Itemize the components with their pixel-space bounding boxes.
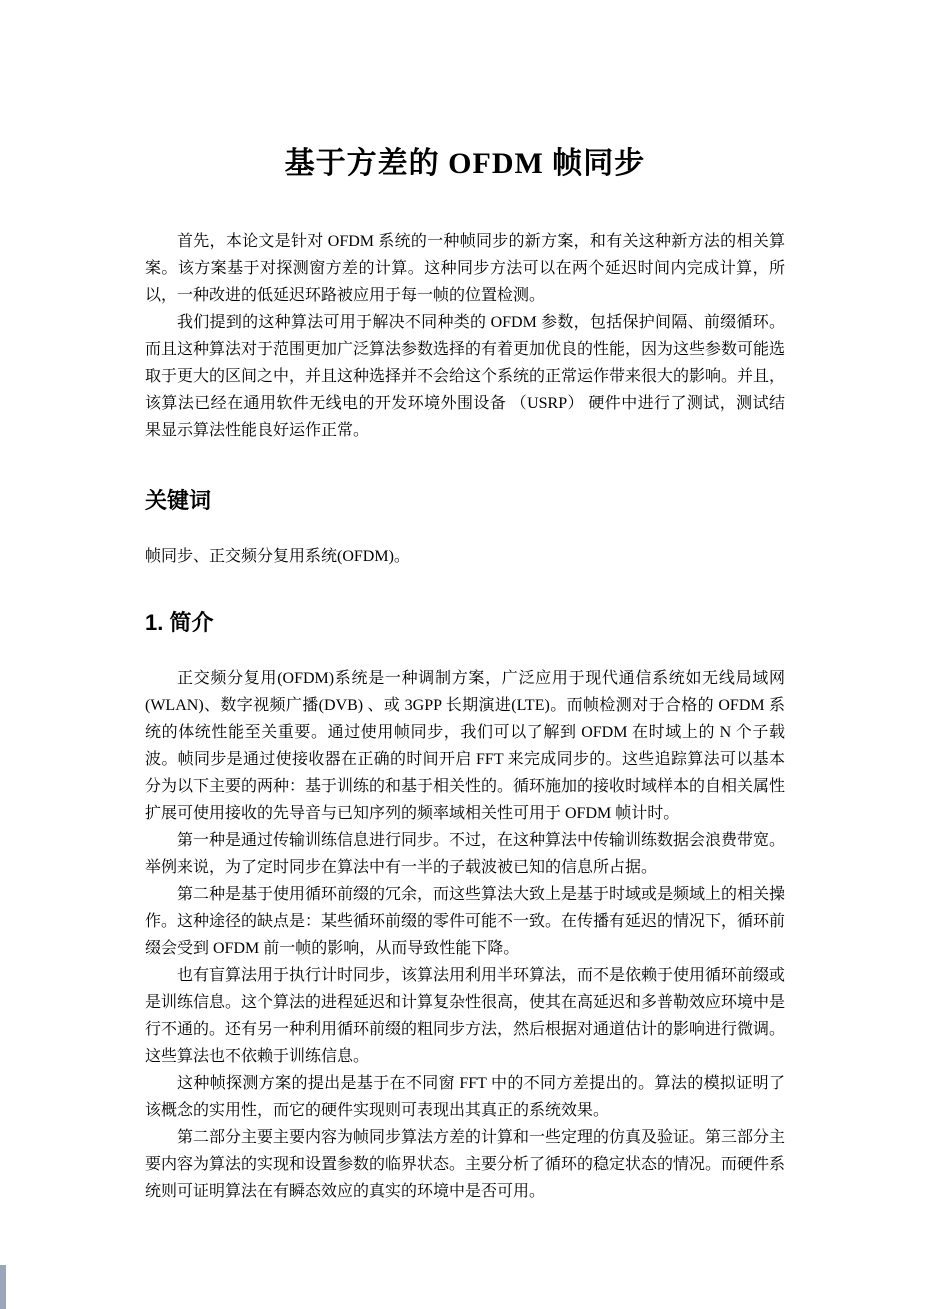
abstract-paragraph: 我们提到的这种算法可用于解决不同种类的 OFDM 参数，包括保护间隔、前缀循环。而且这种算法对于范围更加广泛算法参数选择的有着更加优良的性能，因为这些参数可能选取于更大的区间之中，并且这种选择并不会给这个系统的正常运作带来很大的影响。并且，该算法已经在通用软件无线电的开发环境外围设备 （USRP） 硬件中进行了测试，测试结果显示算法性能良好运作正常。 xyxy=(145,314,786,439)
intro-paragraph: 正交频分复用(OFDM)系统是一种调制方案，广泛应用于现代通信系统如无线局域网(WLAN)、数字视频广播(DVB) 、或 3GPP 长期演进(LTE)。而帧检测对于合格的 OFDM 系统的体统性能至关重要。通过使用帧同步，我们可以了解到 OFDM 在时域上的 N 个子载波。帧同步是通过使接收器在正确的时间开启 FFT 来完成同步的。这些追踪算法可以基本分为以下主要的两种：基于训练的和基于相关性的。循环施加的接收时域样本的自相关属性扩展可使用接收的先导音与已知序列的频率域相关性可用于 OFDM 帧计时。 xyxy=(145,670,786,822)
intro-paragraph: 第二种是基于使用循环前缀的冗余，而这些算法大致上是基于时域或是频域上的相关操作。这种途径的缺点是：某些循环前缀的零件可能不一致。在传播有延迟的情况下，循环前缀会受到 OFDM 前一帧的影响，从而导致性能下降。 xyxy=(145,886,786,957)
window-edge-artifact xyxy=(0,1265,6,1309)
intro-paragraph: 也有盲算法用于执行计时同步，该算法用利用半环算法，而不是依赖于使用循环前缀或是训练信息。这个算法的进程延迟和计算复杂性很高，使其在高延迟和多普勒效应环境中是行不通的。还有另一种利用循环前缀的粗同步方法，然后根据对通道估计的影响进行微调。这些算法也不依赖于训练信息。 xyxy=(145,967,786,1065)
document-title: 基于方差的 OFDM 帧同步 xyxy=(284,147,646,180)
intro-heading: 1. 简介 xyxy=(145,610,214,635)
intro-paragraph: 这种帧探测方案的提出是基于在不同窗 FFT 中的不同方差提出的。算法的模拟证明了该概念的实用性，而它的硬件实现则可表现出其真正的系统效果。 xyxy=(145,1075,785,1119)
intro-paragraph: 第二部分主要主要内容为帧同步算法方差的计算和一些定理的仿真及验证。第三部分主要内容为算法的实现和设置参数的临界状态。主要分析了循环的稳定状态的情况。而硬件系统则可证明算法在有瞬态效应的真实的环境中是否可用。 xyxy=(145,1129,786,1200)
keywords-text: 帧同步、正交频分复用系统(OFDM)。 xyxy=(145,548,410,565)
abstract-paragraph: 首先，本论文是针对 OFDM 系统的一种帧同步的新方案，和有关这种新方法的相关算案。该方案基于对探测窗方差的计算。这种同步方法可以在两个延迟时间内完成计算，所以，一种改进的低延迟环路被应用于每一帧的位置检测。 xyxy=(145,233,785,304)
keywords-heading: 关键词 xyxy=(145,488,212,513)
intro-paragraph: 第一种是通过传输训练信息进行同步。不过，在这种算法中传输训练数据会浪费带宽。举例来说，为了定时同步在算法中有一半的子载波被已知的信息所占据。 xyxy=(145,832,786,876)
document-content xyxy=(145,138,785,1205)
